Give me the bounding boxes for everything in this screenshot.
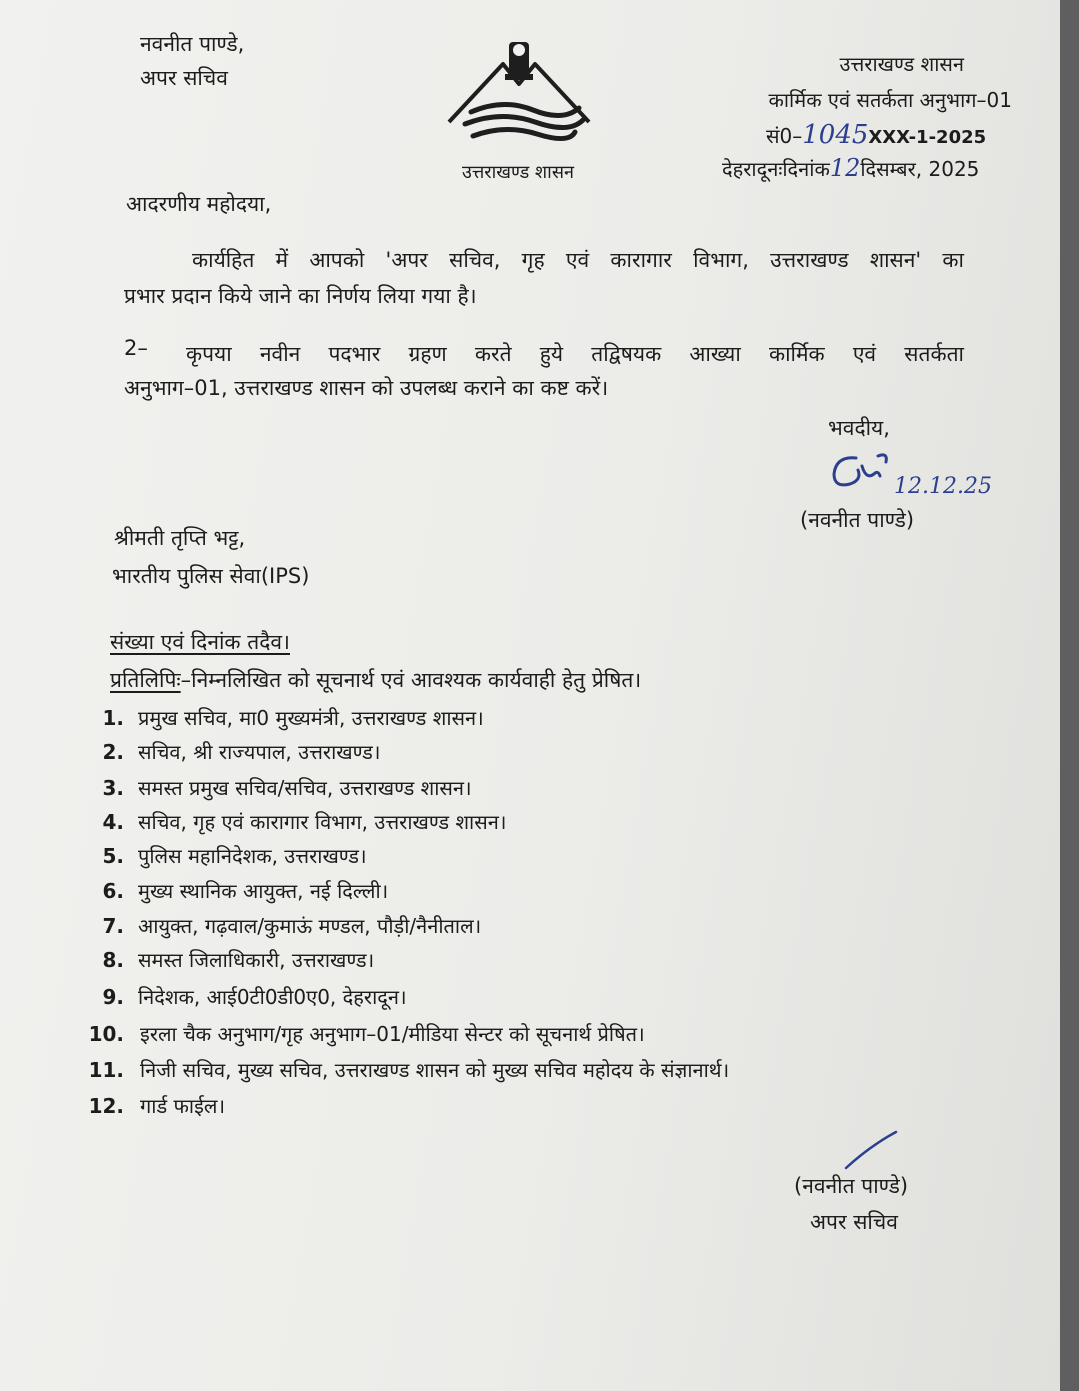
- date-handwritten: 12: [829, 154, 861, 182]
- signature-stroke-icon: [840, 1128, 900, 1172]
- addressee-name: श्रीमती तृप्ति भट्ट,: [114, 526, 246, 550]
- date-suffix: दिसम्बर, 2025: [860, 157, 980, 181]
- list-item: 6. मुख्य स्थानिक आयुक्त, नई दिल्ली।: [102, 879, 389, 903]
- signatory-name: (नवनीत पाण्डे): [800, 508, 915, 532]
- list-item: 11. निजी सचिव, मुख्य सचिव, उत्तराखण्ड शासन को मुख्य सचिव महोदय के संज्ञानार्थ।: [88, 1058, 730, 1082]
- ref-prefix: सं0–: [766, 124, 803, 148]
- addressee-service: भारतीय पुलिस सेवा(IPS): [112, 564, 310, 588]
- para2-line1: कृपया नवीन पदभार ग्रहण करते हुये तद्विषयक आख्या कार्मिक एवं सतर्कता: [186, 342, 964, 366]
- list-item: 5. पुलिस महानिदेशक, उत्तराखण्ड।: [102, 844, 367, 868]
- government-name: उत्तराखण्ड शासन: [839, 52, 964, 76]
- signature-date: 12.12.25: [894, 474, 992, 499]
- section-name: कार्मिक एवं सतर्कता अनुभाग–01: [768, 88, 1012, 112]
- copy-intro-text: –निम्नलिखित को सूचनार्थ एवं आवश्यक कार्यवाही हेतु प्रेषित।: [180, 668, 642, 692]
- number-date-line: संख्या एवं दिनांक तदैव।: [110, 630, 290, 654]
- list-item: 1. प्रमुख सचिव, मा0 मुख्यमंत्री, उत्तराखण्ड शासन।: [102, 706, 484, 730]
- signature-icon: [828, 448, 898, 494]
- uttarakhand-emblem-icon: [443, 38, 595, 148]
- date-prefix: देहरादूनःदिनांक: [722, 157, 830, 181]
- emblem-caption: उत्तराखण्ड शासन: [461, 162, 574, 183]
- ref-suffix: XXX-1-2025: [868, 127, 987, 148]
- closing: भवदीय,: [828, 416, 890, 440]
- list-item: 9. निदेशक, आई0टी0डी0ए0, देहरादून।: [102, 985, 407, 1009]
- salutation: आदरणीय महोदया,: [126, 192, 272, 216]
- list-item: 12. गार्ड फाईल।: [88, 1094, 226, 1118]
- reference-number: [766, 120, 986, 150]
- signatory-name-bottom: (नवनीत पाण्डे): [794, 1174, 909, 1198]
- sender-designation: अपर सचिव: [140, 66, 228, 90]
- para2-line2: अनुभाग–01, उत्तराखण्ड शासन को उपलब्ध कराने का कष्ट करें।: [124, 376, 609, 400]
- ref-handwritten: 1045: [802, 120, 869, 150]
- copy-intro: [110, 666, 641, 694]
- letter-date: [722, 154, 979, 182]
- list-item: 4. सचिव, गृह एवं कारागार विभाग, उत्तराखण्ड शासन।: [102, 810, 507, 834]
- para1-line1: कार्यहित में आपको 'अपर सचिव, गृह एवं कारागार विभाग, उत्तराखण्ड शासन' का: [192, 248, 964, 272]
- list-item: 10. इरला चैक अनुभाग/गृह अनुभाग–01/मीडिया सेन्टर को सूचनार्थ प्रेषित।: [88, 1022, 645, 1046]
- para2-number: 2–: [124, 336, 148, 360]
- list-item: 2. सचिव, श्री राज्यपाल, उत्तराखण्ड।: [102, 740, 381, 764]
- list-item: 7. आयुक्त, गढ़वाल/कुमाऊं मण्डल, पौड़ी/नैनीताल।: [102, 914, 482, 938]
- list-item: 8. समस्त जिलाधिकारी, उत्तराखण्ड।: [102, 948, 375, 972]
- para1-line2: प्रभार प्रदान किये जाने का निर्णय लिया गया है।: [124, 284, 477, 308]
- copy-prefix: प्रतिलिपिः: [110, 668, 181, 692]
- signatory-designation-bottom: अपर सचिव: [810, 1210, 898, 1234]
- sender-name: नवनीत पाण्डे,: [140, 32, 245, 56]
- list-item: 3. समस्त प्रमुख सचिव/सचिव, उत्तराखण्ड शासन।: [102, 776, 472, 800]
